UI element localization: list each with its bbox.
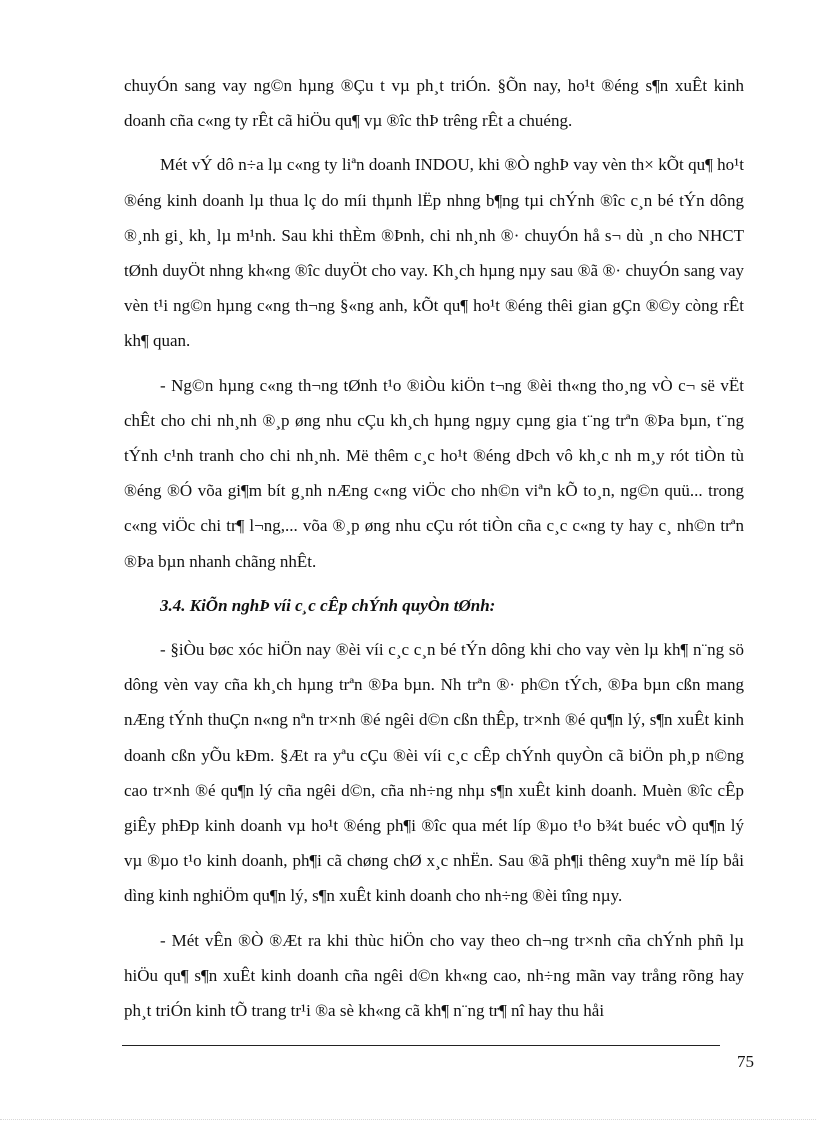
section-heading-3-4: 3.4. KiÕn nghÞ víi c¸c cÊp chÝnh quyÒn tØnh: [160,595,496,615]
body-text [124,68,744,1037]
paragraph-government-program: - Mét vÊn ®Ò ®Æt ra khi thùc hiÖn cho vay theo ch¬ng tr×nh cña chÝnh phñ lµ hiÖu qu¶ s¶n xuÊt kinh doanh cña ngêi d©n kh«ng cao, nh÷ng mãn vay trång rõng hay ph¸t triÓn kinh tÕ trang tr¹i ®a sè kh«ng cã kh¶ n¨ng tr¶ nî hay thu håi [124,930,744,1021]
paragraph-provincial-bank: - Ng©n hµng c«ng th¬ng tØnh t¹o ®iÒu kiÖn t¬ng ®èi th«ng tho¸ng vÒ c¬ së vËt chÊt cho chi nh¸nh ®¸p øng nhu cÇu kh¸ch hµng ngµy cµng gia t¨ng trªn ®Þa bµn, t¨ng tÝnh c¹nh tranh cho chi nh¸nh. Më thêm c¸c ho¹t ®éng dÞch vô kh¸c nh m¸y rót tiÒn tù ®éng ®Ó võa gi¶m bít g¸nh nÆng c«ng viÖc cho nh©n viªn kÕ to¸n, ng©n quü... trong c«ng viÖc chi tr¶ l¬ng,... võa ®¸p øng nhu cÇu rót tiÒn cña c¸c c«ng ty hay c¸ nh©n trªn ®Þa bµn nhanh chãng nhÊt. [124,375,744,571]
page-number: 75 [737,1052,754,1071]
paragraph-continuation: chuyÓn sang vay ng©n hµng ®Çu t vµ ph¸t triÓn. §Õn nay, ho¹t ®éng s¶n xuÊt kinh doanh cña c«ng ty rÊt cã hiÖu qu¶ vµ ®îc thÞ trêng rÊt a chuéng. [124,76,744,131]
page-bottom-border [0,1119,816,1120]
paragraph-capital-usage: - §iÒu bøc xóc hiÖn nay ®èi víi c¸c c¸n bé tÝn dông khi cho vay vèn lµ kh¶ n¨ng sö dông vèn vay cña kh¸ch hµng trªn ®Þa bµn. Nh trªn ®· ph©n tÝch, ®Þa bµn cßn mang nÆng tÝnh thuÇn n«ng nªn tr×nh ®é ngêi d©n cßn thÊp, tr×nh ®é qu¶n lý, s¶n xuÊt kinh doanh cßn yÕu kÐm. §Æt ra yªu cÇu ®èi víi c¸c cÊp chÝnh quyÒn cã biÖn ph¸p n©ng cao tr×nh ®é qu¶n lý cña ngêi d©n, cña nh÷ng nhµ s¶n xuÊt kinh doanh. Muèn ®îc cÊp giÊy phÐp kinh doanh vµ ho¹t ®éng ph¶i ®îc qua mét líp ®µo t¹o b¾t buéc vÒ qu¶n lý vµ ®µo t¹o kinh doanh, ph¶i cã chøng chØ x¸c nhËn. Sau ®ã ph¶i thêng xuyªn më líp båi dìng kinh nghiÖm qu¶n lý, s¶n xuÊt kinh doanh cho nh÷ng ®èi tîng nµy. [124,640,744,906]
footer-rule [122,1045,720,1046]
paragraph-indou-example: Mét vÝ dô n÷a lµ c«ng ty liªn doanh INDOU, khi ®Ò nghÞ vay vèn th× kÕt qu¶ ho¹t ®éng kinh doanh lµ thua lç do míi thµnh lËp nhng b¶ng tµi chÝnh ®îc c¸n bé tÝn dông ®¸nh gi¸ kh¸ lµ m¹nh. Sau khi thÈm ®Þnh, chi nh¸nh ®· chuyÓn hå s¬ dù ¸n cho NHCT tØnh duyÖt nhng kh«ng ®îc duyÖt cho vay. Kh¸ch hµng nµy sau ®ã ®· chuyÓn sang vay vèn t¹i ng©n hµng c«ng th¬ng §«ng anh, kÕt qu¶ ho¹t ®éng thêi gian gÇn ®©y còng rÊt kh¶ quan. [124,155,744,351]
